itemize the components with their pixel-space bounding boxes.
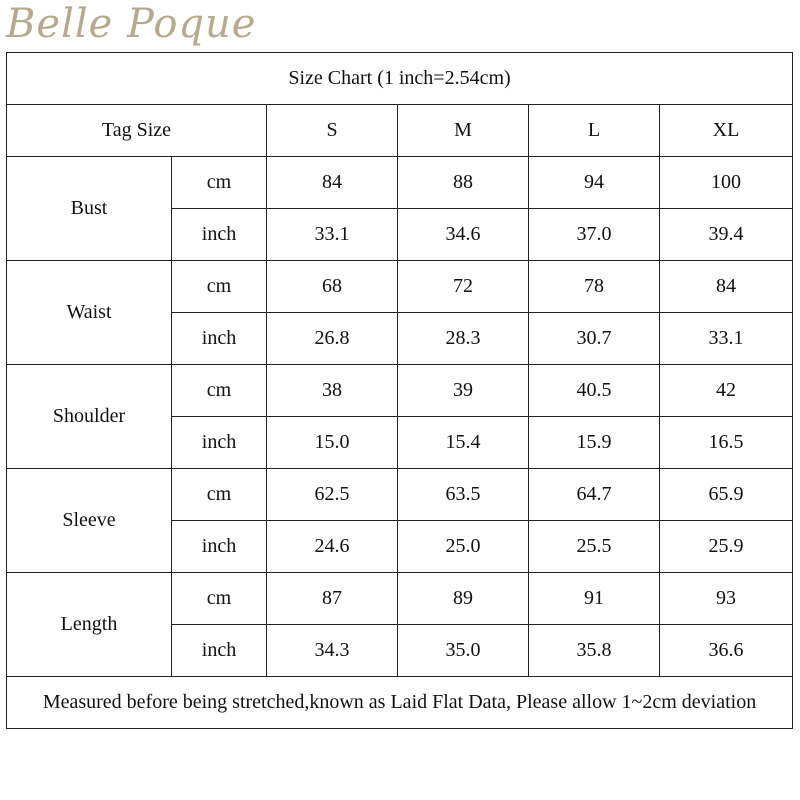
value-cell: 64.7 [529,469,660,521]
value-cell: 28.3 [398,313,529,365]
value-cell: 35.8 [529,625,660,677]
value-cell: 94 [529,157,660,209]
value-cell: 16.5 [660,417,793,469]
size-header-xl: XL [660,105,793,157]
value-cell: 15.9 [529,417,660,469]
measurement-name: Waist [7,261,172,365]
value-cell: 25.5 [529,521,660,573]
value-cell: 89 [398,573,529,625]
footer-row [7,677,793,729]
value-cell: 100 [660,157,793,209]
value-cell: 38 [267,365,398,417]
value-cell: 62.5 [267,469,398,521]
value-cell: 42 [660,365,793,417]
unit-label: cm [172,157,267,209]
unit-label: inch [172,209,267,261]
unit-label: inch [172,417,267,469]
unit-label: inch [172,313,267,365]
value-cell: 63.5 [398,469,529,521]
header-row [7,105,793,157]
unit-label: cm [172,573,267,625]
value-cell: 39 [398,365,529,417]
value-cell: 84 [267,157,398,209]
size-header-s: S [267,105,398,157]
value-cell: 91 [529,573,660,625]
tag-size-header: Tag Size [7,105,267,157]
value-cell: 37.0 [529,209,660,261]
value-cell: 78 [529,261,660,313]
measurement-row-length-cm [7,573,793,625]
value-cell: 33.1 [267,209,398,261]
value-cell: 34.3 [267,625,398,677]
measurement-row-waist-cm [7,261,793,313]
size-header-m: M [398,105,529,157]
value-cell: 25.0 [398,521,529,573]
value-cell: 93 [660,573,793,625]
title-row [7,53,793,105]
unit-label: cm [172,469,267,521]
footer-note: Measured before being stretched,known as Laid Flat Data, Please allow 1~2cm deviation [7,677,793,729]
measurement-name: Length [7,573,172,677]
value-cell: 26.8 [267,313,398,365]
unit-label: inch [172,625,267,677]
value-cell: 30.7 [529,313,660,365]
value-cell: 25.9 [660,521,793,573]
value-cell: 15.0 [267,417,398,469]
brand-logo: Belle Poque [6,1,257,47]
measurement-name: Sleeve [7,469,172,573]
measurement-row-shoulder-cm [7,365,793,417]
value-cell: 39.4 [660,209,793,261]
unit-label: cm [172,365,267,417]
value-cell: 88 [398,157,529,209]
value-cell: 68 [267,261,398,313]
value-cell: 40.5 [529,365,660,417]
measurement-name: Bust [7,157,172,261]
unit-label: cm [172,261,267,313]
value-cell: 65.9 [660,469,793,521]
value-cell: 84 [660,261,793,313]
value-cell: 34.6 [398,209,529,261]
value-cell: 15.4 [398,417,529,469]
value-cell: 24.6 [267,521,398,573]
value-cell: 36.6 [660,625,793,677]
size-chart-table [6,52,793,729]
measurement-row-sleeve-cm [7,469,793,521]
chart-title: Size Chart (1 inch=2.54cm) [7,53,793,105]
value-cell: 35.0 [398,625,529,677]
value-cell: 72 [398,261,529,313]
unit-label: inch [172,521,267,573]
measurement-name: Shoulder [7,365,172,469]
value-cell: 33.1 [660,313,793,365]
measurement-row-bust-cm [7,157,793,209]
value-cell: 87 [267,573,398,625]
size-header-l: L [529,105,660,157]
